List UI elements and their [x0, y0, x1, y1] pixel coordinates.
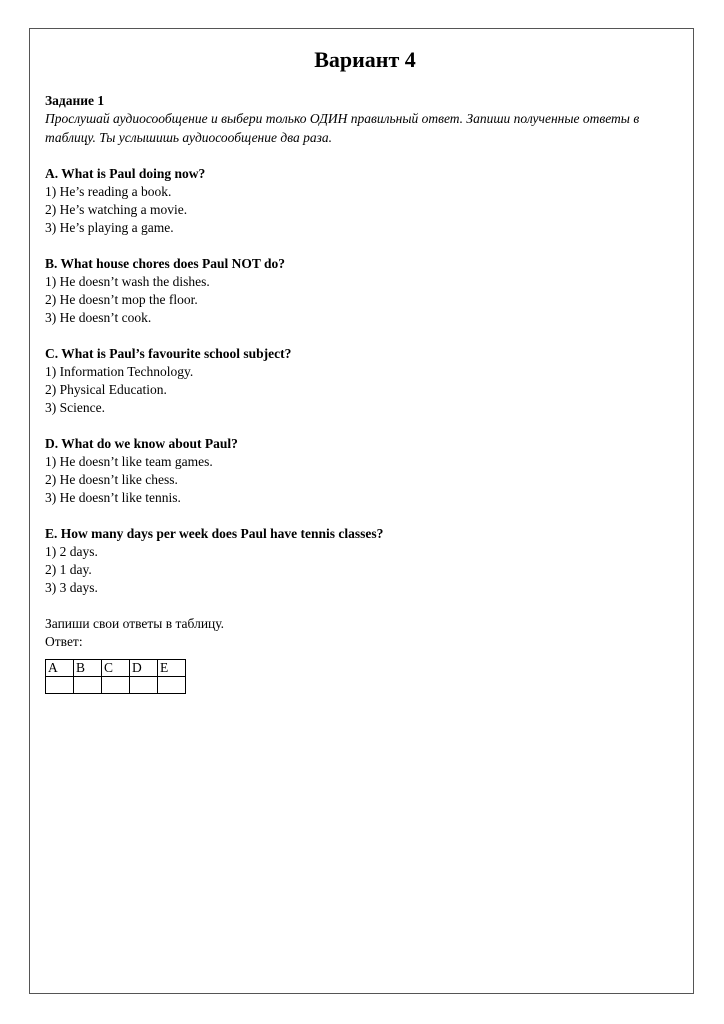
answer-section — [45, 615, 685, 694]
question-a — [45, 165, 685, 237]
task-instruction: Прослушай аудиосообщение и выбери только ОДИН правильный ответ. Запиши полученные ответы в таблицу. Ты услышишь аудиосообщение два раза. — [45, 111, 640, 145]
task-heading: Задание 1 — [45, 93, 105, 108]
question-text: B. What house chores does Paul NOT do? — [45, 256, 286, 271]
answer-option: 1) He doesn’t wash the dishes. — [45, 274, 210, 289]
answer-label: Ответ: — [45, 634, 83, 649]
answer-option: 3) He doesn’t like tennis. — [45, 490, 181, 505]
answer-option: 1) He doesn’t like team games. — [45, 454, 213, 469]
answer-option: 2) He’s watching a movie. — [45, 202, 188, 217]
answer-cell-a[interactable] — [46, 677, 74, 694]
answer-option: 3) Science. — [45, 400, 105, 415]
answer-header-b: B — [74, 660, 102, 677]
answer-header-e: E — [158, 660, 186, 677]
question-text: C. What is Paul’s favourite school subject? — [45, 346, 292, 361]
answer-cell-e[interactable] — [158, 677, 186, 694]
answer-option: 1) 2 days. — [45, 544, 98, 559]
answer-header-a: A — [46, 660, 74, 677]
question-text: A. What is Paul doing now? — [45, 166, 206, 181]
answer-option: 3) He doesn’t cook. — [45, 310, 152, 325]
question-text: E. How many days per week does Paul have tennis classes? — [45, 526, 384, 541]
answer-option: 3) He’s playing a game. — [45, 220, 174, 235]
answer-table-header-row — [46, 660, 186, 677]
answer-option: 2) He doesn’t like chess. — [45, 472, 178, 487]
answer-cell-b[interactable] — [74, 677, 102, 694]
question-text: D. What do we know about Paul? — [45, 436, 238, 451]
worksheet-content — [45, 44, 685, 694]
question-c — [45, 345, 685, 417]
answer-option: 1) He’s reading a book. — [45, 184, 172, 199]
write-answers-text: Запиши свои ответы в таблицу. — [45, 616, 225, 631]
answer-table-input-row — [46, 677, 186, 694]
answer-option: 2) He doesn’t mop the floor. — [45, 292, 198, 307]
answer-option: 3) 3 days. — [45, 580, 98, 595]
answer-option: 2) 1 day. — [45, 562, 92, 577]
answer-table — [45, 659, 186, 694]
answer-cell-c[interactable] — [102, 677, 130, 694]
question-b — [45, 255, 685, 327]
question-e — [45, 525, 685, 597]
answer-header-d: D — [130, 660, 158, 677]
answer-option: 2) Physical Education. — [45, 382, 167, 397]
answer-header-c: C — [102, 660, 130, 677]
question-d — [45, 435, 685, 507]
answer-cell-d[interactable] — [130, 677, 158, 694]
answer-option: 1) Information Technology. — [45, 364, 194, 379]
page-title: Вариант 4 — [314, 47, 416, 72]
